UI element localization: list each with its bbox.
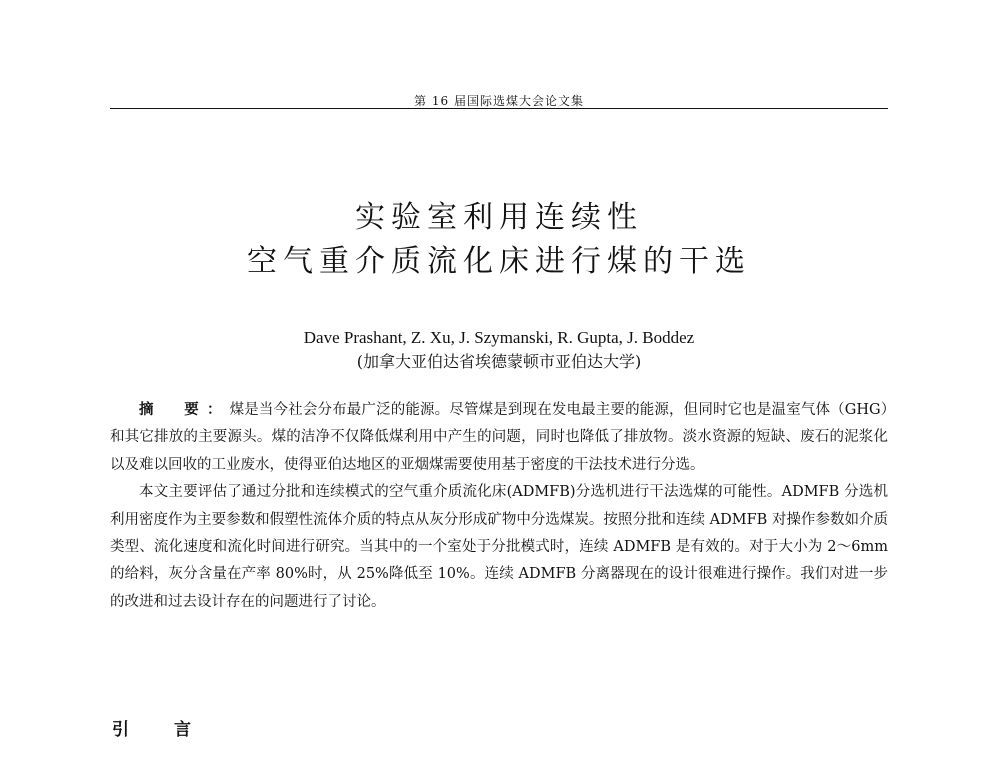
abstract bbox=[110, 397, 888, 616]
running-header: 第 16 届国际选煤大会论文集 bbox=[414, 94, 584, 108]
title-line-2: 空气重介质流化床进行煤的干选 bbox=[247, 244, 751, 279]
abstract-paragraph-2: 本文主要评估了通过分批和连续模式的空气重介质流化床(ADMFB)分选机进行干法选煤的可能性。ADMFB 分选机利用密度作为主要参数和假塑性流体介质的特点从灰分形成矿物中分选煤炭。按照分批和连续 ADMFB 对操作参数如介质类型、流化速度和流化时间进行研究。当其中的一个室处于分批模式时，连续 ADMFB 是有效的。对于大小为 2～6mm 的给料，灰分含量在产率 80%时，从 25%降低至 10%。连续 ADMFB 分离器现在的设计很难进行操作。我们对进一步的改进和过去设计存在的问题进行了讨论。 bbox=[110, 484, 888, 610]
abstract-paragraph-1 bbox=[110, 397, 888, 479]
paper-title bbox=[110, 196, 888, 284]
abstract-text-1: 煤是当今社会分布最广泛的能源。尽管煤是到现在发电最主要的能源，但同时它也是温室气体（GHG）和其它排放的主要源头。煤的洁净不仅降低煤利用中产生的问题，同时也降低了排放物。淡水资源的短缺、废石的泥浆化以及难以回收的工业废水，使得亚伯达地区的亚烟煤需要使用基于密度的干法技术进行分选。 bbox=[110, 402, 888, 473]
author-affiliation: (加拿大亚伯达省埃德蒙顿市亚伯达大学) bbox=[356, 352, 642, 371]
header-rule bbox=[110, 108, 888, 109]
title-line-1: 实验室利用连续性 bbox=[355, 200, 643, 235]
author-list: Dave Prashant, Z. Xu, J. Szymanski, R. Gupta, J. Boddez bbox=[303, 328, 695, 347]
abstract-label: 摘 要： bbox=[139, 402, 230, 418]
section-heading-introduction: 引 言 bbox=[112, 720, 205, 740]
